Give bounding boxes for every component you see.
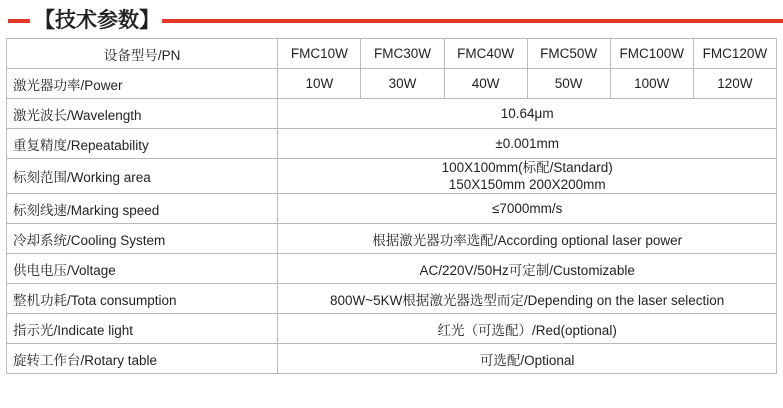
spec-label: 标刻范围/Working area <box>7 159 278 194</box>
header-accent-bar-left <box>8 19 30 23</box>
spec-value: 可选配/Optional <box>278 344 777 374</box>
power-cell: 10W <box>278 69 361 99</box>
power-cell: 30W <box>361 69 444 99</box>
table-row <box>7 99 777 129</box>
table-row <box>7 254 777 284</box>
power-cell: 120W <box>693 69 776 99</box>
spec-label: 标刻线速/Marking speed <box>7 194 278 224</box>
models-row-label: 设备型号/PN <box>7 39 278 69</box>
spec-label: 指示光/Indicate light <box>7 314 278 344</box>
model-cell: FMC30W <box>361 39 444 69</box>
table-row <box>7 314 777 344</box>
power-cell: 40W <box>444 69 527 99</box>
spec-value: ±0.001mm <box>278 129 777 159</box>
spec-value: 800W~5KW根据激光器选型而定/Depending on the laser selection <box>278 284 777 314</box>
spec-value-line2: 150X150mm 200X200mm <box>448 177 606 192</box>
table-row <box>7 69 777 99</box>
table-row <box>7 344 777 374</box>
table-row <box>7 159 777 194</box>
spec-value: AC/220V/50Hz可定制/Customizable <box>278 254 777 284</box>
spec-label: 旋转工作台/Rotary table <box>7 344 278 374</box>
model-cell: FMC50W <box>527 39 610 69</box>
power-cell: 50W <box>527 69 610 99</box>
table-row <box>7 194 777 224</box>
spec-table <box>6 38 777 374</box>
spec-label: 重复精度/Repeatability <box>7 129 278 159</box>
spec-value: 红光（可选配）/Red(optional) <box>278 314 777 344</box>
spec-value: ≤7000mm/s <box>278 194 777 224</box>
spec-label: 激光波长/Wavelength <box>7 99 278 129</box>
spec-table-container <box>0 38 783 374</box>
spec-value: 10.64μm <box>278 99 777 129</box>
spec-label: 整机功耗/Tota consumption <box>7 284 278 314</box>
header-accent-bar-right <box>162 19 783 23</box>
power-cell: 100W <box>610 69 693 99</box>
model-cell: FMC120W <box>693 39 776 69</box>
spec-value: 根据激光器功率选配/According optional laser power <box>278 224 777 254</box>
power-row-label: 激光器功率/Power <box>7 69 278 99</box>
table-row <box>7 284 777 314</box>
section-header <box>0 0 783 38</box>
spec-label: 供电电压/Voltage <box>7 254 278 284</box>
model-cell: FMC10W <box>278 39 361 69</box>
table-row <box>7 224 777 254</box>
page-title: 【技术参数】 <box>34 9 160 32</box>
spec-label: 冷却系统/Cooling System <box>7 224 278 254</box>
table-row <box>7 39 777 69</box>
model-cell: FMC100W <box>610 39 693 69</box>
table-row <box>7 129 777 159</box>
model-cell: FMC40W <box>444 39 527 69</box>
spec-value <box>278 159 777 194</box>
spec-value-line1: 100X100mm(标配/Standard) <box>441 160 613 175</box>
